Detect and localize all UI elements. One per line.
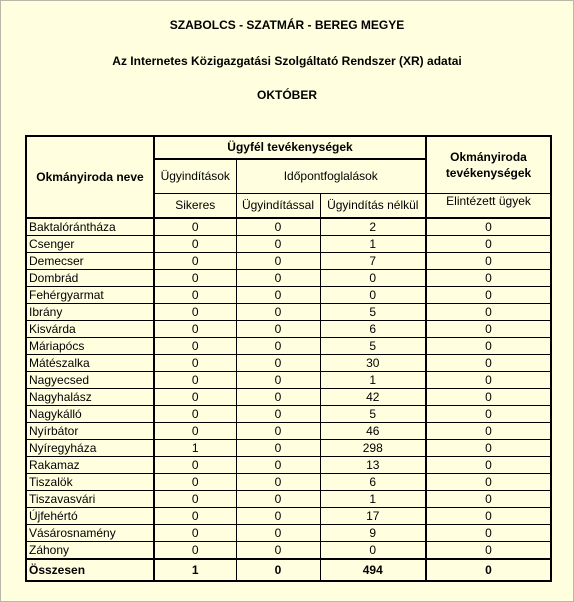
table-row [26,355,551,372]
table-row [26,508,551,525]
office-name-cell: Máriapócs [26,338,154,355]
table-row [26,440,551,457]
table-row [26,406,551,423]
completed-cell: 0 [426,355,551,372]
successful-cell: 0 [154,287,236,304]
table-row [26,287,551,304]
office-name-cell: Kisvárda [26,321,154,338]
office-name-cell: Nagykálló [26,406,154,423]
with-initiation-cell: 0 [236,525,320,542]
total-successful-cell: 1 [154,559,236,581]
table-row [26,321,551,338]
successful-cell: 0 [154,508,236,525]
completed-cell: 0 [426,287,551,304]
completed-cell: 0 [426,525,551,542]
completed-cell: 0 [426,474,551,491]
completed-cell: 0 [426,440,551,457]
client-activities-header: Ügyfél tevékenységek [154,136,426,159]
successful-cell: 0 [154,474,236,491]
office-name-cell: Demecser [26,253,154,270]
table-row [26,372,551,389]
table-row [26,253,551,270]
successful-cell: 0 [154,236,236,253]
office-name-cell: Vásárosnamény [26,525,154,542]
without-initiation-cell: 30 [320,355,426,372]
office-name-cell: Rakamaz [26,457,154,474]
table-row [26,491,551,508]
without-initiation-cell: 9 [320,525,426,542]
with-initiation-cell: 0 [236,372,320,389]
without-initiation-cell: 0 [320,287,426,304]
with-initiation-cell: 0 [236,253,320,270]
without-initiation-cell: 6 [320,474,426,491]
with-initiation-cell: 0 [236,406,320,423]
office-name-cell: Mátészalka [26,355,154,372]
successful-cell: 0 [154,355,236,372]
without-initiation-cell: 13 [320,457,426,474]
without-initiation-cell: 5 [320,406,426,423]
without-initiation-cell: 0 [320,270,426,287]
successful-cell: 0 [154,406,236,423]
without-initiation-cell: 42 [320,389,426,406]
with-initiation-header: Ügyindítással [236,194,320,218]
successful-cell: 1 [154,440,236,457]
office-activities-header: Okmányiroda tevékenységek [426,136,551,194]
with-initiation-cell: 0 [236,491,320,508]
completed-cell: 0 [426,542,551,560]
completed-cell: 0 [426,321,551,338]
table-row [26,270,551,287]
with-initiation-cell: 0 [236,321,320,338]
without-initiation-cell: 5 [320,304,426,321]
without-initiation-cell: 1 [320,372,426,389]
office-name-cell: Nagyhalász [26,389,154,406]
without-initiation-cell: 6 [320,321,426,338]
total-row [26,559,551,581]
total-with-initiation-cell: 0 [236,559,320,581]
appointments-header: Időpontfoglalások [236,159,426,194]
without-initiation-cell: 1 [320,491,426,508]
total-without-initiation-cell: 494 [320,559,426,581]
office-name-header: Okmányiroda neve [26,136,154,218]
county-title: SZABOLCS - SZATMÁR - BEREG MEGYE [169,18,405,32]
office-name-cell: Ibrány [26,304,154,321]
month-title: OKTÓBER [257,88,317,102]
table-row [26,457,551,474]
successful-cell: 0 [154,389,236,406]
table-row [26,423,551,440]
table-row [26,389,551,406]
completed-cases-header: Elintézett ügyek [426,194,551,218]
with-initiation-cell: 0 [236,508,320,525]
with-initiation-cell: 0 [236,440,320,457]
office-name-cell: Tiszavasvári [26,491,154,508]
without-initiation-cell: 0 [320,542,426,560]
successful-cell: 0 [154,270,236,287]
office-name-cell: Fehérgyarmat [26,287,154,304]
office-name-cell: Nyírbátor [26,423,154,440]
without-initiation-cell: 46 [320,423,426,440]
office-name-cell: Nyíregyháza [26,440,154,457]
with-initiation-cell: 0 [236,304,320,321]
completed-cell: 0 [426,389,551,406]
total-completed-cell: 0 [426,559,551,581]
total-office-name-cell: Összesen [26,559,154,581]
successful-cell: 0 [154,218,236,236]
table-row [26,236,551,253]
completed-cell: 0 [426,218,551,236]
statistics-table [25,135,552,582]
completed-cell: 0 [426,423,551,440]
successful-cell: 0 [154,304,236,321]
successful-cell: 0 [154,457,236,474]
successful-header: Sikeres [154,194,236,218]
report-subtitle: Az Internetes Közigazgatási Szolgáltató Rendszer (XR) adatai [112,54,462,68]
office-name-cell: Tiszalök [26,474,154,491]
with-initiation-cell: 0 [236,474,320,491]
without-initiation-cell: 5 [320,338,426,355]
office-name-cell: Csenger [26,236,154,253]
completed-cell: 0 [426,270,551,287]
successful-cell: 0 [154,491,236,508]
without-initiation-cell: 2 [320,218,426,236]
successful-cell: 0 [154,321,236,338]
completed-cell: 0 [426,338,551,355]
initiations-header: Ügyindítások [154,159,236,194]
table-row [26,218,551,236]
with-initiation-cell: 0 [236,236,320,253]
completed-cell: 0 [426,491,551,508]
table-row [26,542,551,560]
office-name-cell: Záhony [26,542,154,560]
without-initiation-cell: 298 [320,440,426,457]
successful-cell: 0 [154,253,236,270]
successful-cell: 0 [154,542,236,560]
with-initiation-cell: 0 [236,542,320,560]
with-initiation-cell: 0 [236,457,320,474]
successful-cell: 0 [154,372,236,389]
office-name-cell: Dombrád [26,270,154,287]
office-name-cell: Baktalórántháza [26,218,154,236]
without-initiation-cell: 17 [320,508,426,525]
completed-cell: 0 [426,236,551,253]
without-initiation-cell: 7 [320,253,426,270]
table-row [26,474,551,491]
with-initiation-cell: 0 [236,287,320,304]
completed-cell: 0 [426,372,551,389]
office-name-cell: Nagyecsed [26,372,154,389]
table-row [26,525,551,542]
completed-cell: 0 [426,253,551,270]
successful-cell: 0 [154,525,236,542]
without-initiation-cell: 1 [320,236,426,253]
table-row [26,304,551,321]
table-row [26,338,551,355]
without-initiation-header: Ügyindítás nélkül [320,194,426,218]
completed-cell: 0 [426,304,551,321]
office-name-cell: Újfehértó [26,508,154,525]
with-initiation-cell: 0 [236,338,320,355]
completed-cell: 0 [426,457,551,474]
with-initiation-cell: 0 [236,270,320,287]
successful-cell: 0 [154,338,236,355]
with-initiation-cell: 0 [236,389,320,406]
with-initiation-cell: 0 [236,423,320,440]
completed-cell: 0 [426,508,551,525]
completed-cell: 0 [426,406,551,423]
with-initiation-cell: 0 [236,355,320,372]
successful-cell: 0 [154,423,236,440]
with-initiation-cell: 0 [236,218,320,236]
